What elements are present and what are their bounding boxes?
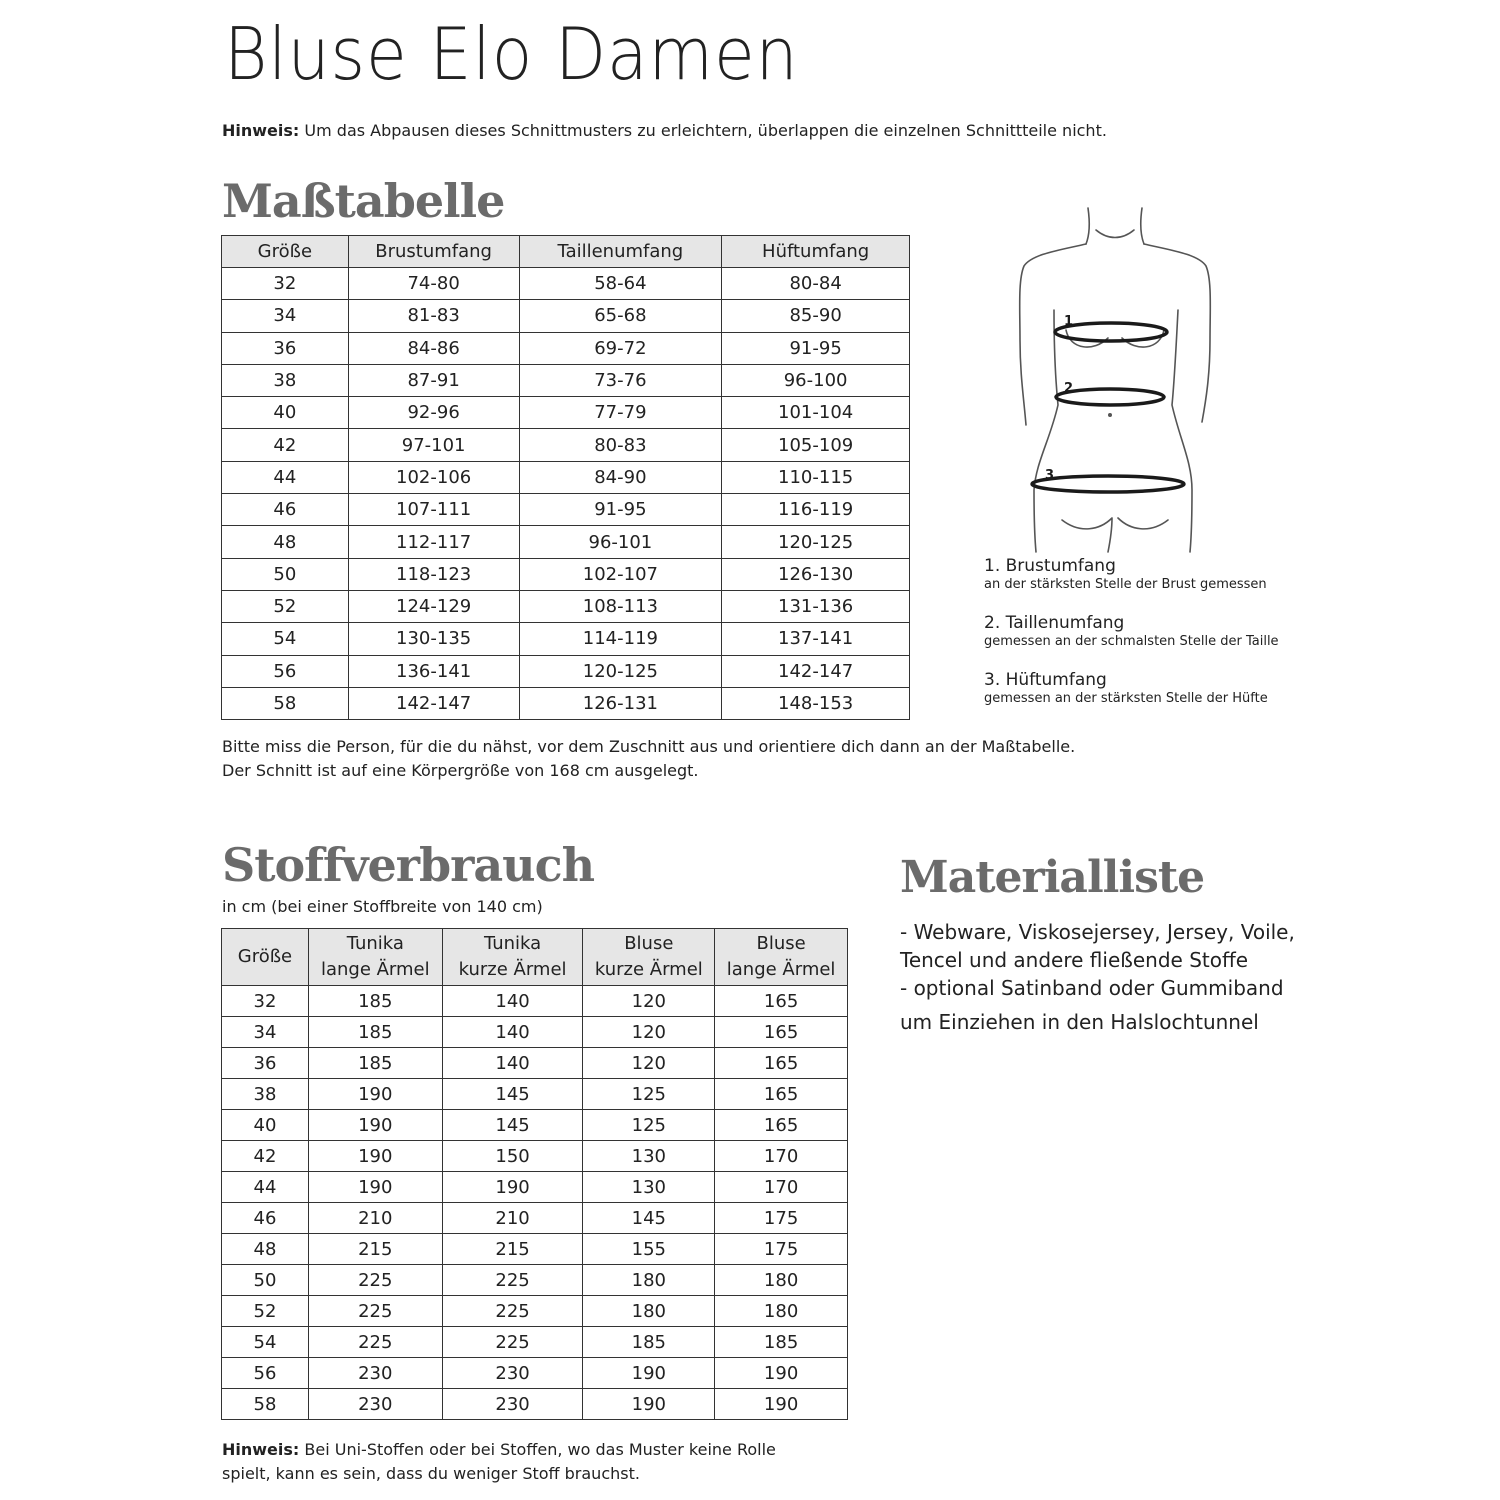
table-cell: 131-136 [722, 590, 910, 622]
table-cell: 230 [308, 1389, 442, 1420]
table-cell: 215 [442, 1234, 583, 1265]
table-cell: 145 [583, 1203, 715, 1234]
table-cell: 54 [222, 623, 349, 655]
table-cell: 50 [222, 558, 349, 590]
legend-bust-desc: an der stärksten Stelle der Brust gemessen [984, 577, 1267, 592]
size-table-row [222, 268, 910, 300]
bust-marker: 1 [1064, 314, 1074, 329]
table-cell: 130 [583, 1172, 715, 1203]
table-cell: 145 [442, 1079, 583, 1110]
table-cell: 142-147 [348, 687, 519, 719]
table-cell: 40 [222, 397, 349, 429]
size-table-header-line: Größe [257, 241, 313, 262]
size-table-row [222, 429, 910, 461]
table-cell: 58 [222, 1389, 309, 1420]
table-cell: 52 [222, 1296, 309, 1327]
table-cell: 170 [715, 1172, 848, 1203]
fabric-table-row [222, 1172, 848, 1203]
size-table-row [222, 558, 910, 590]
table-cell: 80-84 [722, 268, 910, 300]
table-cell: 118-123 [348, 558, 519, 590]
table-cell: 165 [715, 1048, 848, 1079]
legend-waist-title: 2. Taillenumfang [984, 613, 1125, 633]
table-cell: 190 [308, 1172, 442, 1203]
table-cell: 175 [715, 1203, 848, 1234]
table-cell: 190 [308, 1110, 442, 1141]
fabric-table-header-line: kurze Ärmel [594, 959, 703, 980]
figure-chin [1096, 230, 1134, 238]
fabric-table-row [222, 1048, 848, 1079]
table-cell: 84-86 [348, 332, 519, 364]
table-cell: 185 [583, 1327, 715, 1358]
body-measurement-figure [990, 200, 1240, 555]
table-cell: 116-119 [722, 494, 910, 526]
table-cell: 73-76 [519, 364, 722, 396]
fabric-table-heading: Stoffverbrauch [222, 838, 595, 892]
materials-heading: Materialliste [900, 852, 1205, 903]
figure-leg-left [1062, 518, 1112, 552]
table-cell: 56 [222, 655, 349, 687]
size-table-note-line1: Bitte miss die Person, für die du nähst, vor dem Zuschnitt aus und orientiere dich dann an der Maßtabelle. [222, 737, 1076, 756]
fabric-table-header-line: Bluse [624, 933, 674, 954]
table-cell: 165 [715, 986, 848, 1017]
materials-line: um Einziehen in den Halslochtunnel [900, 1010, 1259, 1034]
table-cell: 165 [715, 1110, 848, 1141]
fabric-table [221, 928, 848, 1420]
table-cell: 36 [222, 1048, 309, 1079]
table-cell: 38 [222, 1079, 309, 1110]
size-table-header-line: Brustumfang [375, 241, 492, 262]
fabric-table-row [222, 1110, 848, 1141]
fabric-table-row [222, 1389, 848, 1420]
table-cell: 102-106 [348, 461, 519, 493]
fabric-table-header-line: kurze Ärmel [458, 959, 567, 980]
table-cell: 180 [583, 1265, 715, 1296]
table-cell: 225 [442, 1327, 583, 1358]
materials-line: - Webware, Viskosejersey, Jersey, Voile, [900, 920, 1295, 944]
figure-navel [1108, 413, 1112, 417]
table-cell: 52 [222, 590, 349, 622]
table-cell: 165 [715, 1079, 848, 1110]
table-cell: 120 [583, 986, 715, 1017]
figure-right-side [1172, 310, 1192, 552]
table-cell: 137-141 [722, 623, 910, 655]
table-cell: 190 [308, 1141, 442, 1172]
size-table-header-3 [722, 236, 910, 268]
top-note [222, 121, 1107, 140]
size-table-row [222, 461, 910, 493]
fabric-table-row [222, 1234, 848, 1265]
table-cell: 65-68 [519, 300, 722, 332]
bottom-note-label: Hinweis: [222, 1440, 300, 1459]
table-cell: 230 [442, 1358, 583, 1389]
figure-neck-right [1141, 208, 1144, 244]
size-table-body [222, 268, 910, 720]
table-cell: 215 [308, 1234, 442, 1265]
table-cell: 58-64 [519, 268, 722, 300]
table-cell: 180 [715, 1265, 848, 1296]
table-cell: 124-129 [348, 590, 519, 622]
table-cell: 225 [308, 1296, 442, 1327]
size-table-row [222, 300, 910, 332]
table-cell: 102-107 [519, 558, 722, 590]
table-cell: 190 [583, 1389, 715, 1420]
fabric-table-header-4 [715, 929, 848, 986]
table-cell: 105-109 [722, 429, 910, 461]
bottom-note [222, 1438, 822, 1486]
table-cell: 155 [583, 1234, 715, 1265]
table-cell: 96-101 [519, 526, 722, 558]
figure-neck [1086, 208, 1089, 244]
legend-waist-desc: gemessen an der schmalsten Stelle der Taille [984, 634, 1279, 649]
waist-marker: 2 [1064, 381, 1074, 396]
table-cell: 110-115 [722, 461, 910, 493]
table-cell: 136-141 [348, 655, 519, 687]
table-cell: 108-113 [519, 590, 722, 622]
fabric-table-header-3 [583, 929, 715, 986]
table-cell: 190 [442, 1172, 583, 1203]
table-cell: 190 [715, 1358, 848, 1389]
table-cell: 84-90 [519, 461, 722, 493]
size-table-row [222, 397, 910, 429]
fabric-table-subheading: in cm (bei einer Stoffbreite von 140 cm) [222, 897, 543, 916]
table-cell: 170 [715, 1141, 848, 1172]
fabric-table-header-line: Tunika [346, 933, 404, 954]
size-table-header-1 [348, 236, 519, 268]
legend-waist [984, 613, 1279, 649]
table-cell: 46 [222, 494, 349, 526]
fabric-table-row [222, 1327, 848, 1358]
table-cell: 77-79 [519, 397, 722, 429]
table-cell: 125 [583, 1079, 715, 1110]
fabric-table-row [222, 1358, 848, 1389]
materials-line: - optional Satinband oder Gummiband [900, 976, 1284, 1000]
legend-hip-title: 3. Hüftumfang [984, 670, 1107, 690]
fabric-table-row [222, 1017, 848, 1048]
legend-hip-desc: gemessen an der stärksten Stelle der Hüfte [984, 691, 1268, 706]
fabric-table-header-line: Größe [237, 946, 293, 967]
table-cell: 34 [222, 1017, 309, 1048]
size-table-note [222, 735, 1075, 783]
table-cell: 130-135 [348, 623, 519, 655]
table-cell: 48 [222, 526, 349, 558]
table-cell: 210 [442, 1203, 583, 1234]
table-cell: 120-125 [519, 655, 722, 687]
table-cell: 96-100 [722, 364, 910, 396]
table-cell: 140 [442, 986, 583, 1017]
table-cell: 114-119 [519, 623, 722, 655]
table-cell: 185 [308, 1048, 442, 1079]
table-cell: 185 [715, 1327, 848, 1358]
table-cell: 92-96 [348, 397, 519, 429]
table-cell: 81-83 [348, 300, 519, 332]
table-cell: 85-90 [722, 300, 910, 332]
table-cell: 44 [222, 461, 349, 493]
table-cell: 48 [222, 1234, 309, 1265]
table-cell: 107-111 [348, 494, 519, 526]
fabric-table-body [222, 986, 848, 1420]
hip-measure-line [1032, 476, 1184, 492]
size-table-header-2 [519, 236, 722, 268]
figure-left-shoulder [1020, 244, 1086, 425]
fabric-table-row [222, 1079, 848, 1110]
size-table-header-line: Hüftumfang [762, 241, 870, 262]
size-table-heading: Maßtabelle [222, 174, 505, 228]
legend-bust [984, 556, 1267, 592]
table-cell: 120-125 [722, 526, 910, 558]
fabric-table-header-1 [308, 929, 442, 986]
table-cell: 42 [222, 1141, 309, 1172]
size-table-row [222, 364, 910, 396]
table-cell: 126-131 [519, 687, 722, 719]
materials-list [900, 918, 1320, 1036]
size-table-row [222, 526, 910, 558]
size-table-header-0 [222, 236, 349, 268]
table-cell: 225 [308, 1327, 442, 1358]
table-cell: 180 [715, 1296, 848, 1327]
table-cell: 40 [222, 1110, 309, 1141]
hip-marker: 3 [1045, 468, 1055, 483]
materials-line: Tencel und andere fließende Stoffe [900, 948, 1249, 972]
table-cell: 112-117 [348, 526, 519, 558]
table-cell: 36 [222, 332, 349, 364]
table-cell: 142-147 [722, 655, 910, 687]
figure-leg-right [1118, 518, 1168, 529]
size-table-row [222, 494, 910, 526]
table-cell: 46 [222, 1203, 309, 1234]
table-cell: 185 [308, 986, 442, 1017]
table-cell: 145 [442, 1110, 583, 1141]
table-cell: 101-104 [722, 397, 910, 429]
fabric-table-header-line: Bluse [756, 933, 806, 954]
table-cell: 42 [222, 429, 349, 461]
table-cell: 56 [222, 1358, 309, 1389]
table-cell: 225 [442, 1296, 583, 1327]
fabric-table-header-0 [222, 929, 309, 986]
table-cell: 225 [442, 1265, 583, 1296]
table-cell: 80-83 [519, 429, 722, 461]
legend-bust-title: 1. Brustumfang [984, 556, 1116, 576]
table-cell: 230 [442, 1389, 583, 1420]
table-cell: 44 [222, 1172, 309, 1203]
size-table [221, 235, 910, 720]
table-cell: 58 [222, 687, 349, 719]
table-cell: 190 [308, 1079, 442, 1110]
table-cell: 225 [308, 1265, 442, 1296]
page-title: Bluse Elo Damen [224, 12, 799, 96]
table-cell: 91-95 [519, 494, 722, 526]
table-cell: 32 [222, 268, 349, 300]
fabric-table-header-line: lange Ärmel [320, 959, 430, 980]
table-cell: 38 [222, 364, 349, 396]
fabric-table-header-2 [442, 929, 583, 986]
table-cell: 32 [222, 986, 309, 1017]
table-cell: 91-95 [722, 332, 910, 364]
bottom-note-line1: Bei Uni-Stoffen oder bei Stoffen, wo das Muster keine Rolle [299, 1440, 776, 1459]
size-table-row [222, 332, 910, 364]
legend-hip [984, 670, 1268, 706]
table-cell: 150 [442, 1141, 583, 1172]
fabric-table-row [222, 1141, 848, 1172]
table-cell: 140 [442, 1048, 583, 1079]
fabric-table-row [222, 1265, 848, 1296]
table-cell: 130 [583, 1141, 715, 1172]
fabric-table-header-line: Tunika [483, 933, 542, 954]
fabric-table-row [222, 986, 848, 1017]
fabric-table-header-row [222, 929, 848, 986]
table-cell: 148-153 [722, 687, 910, 719]
table-cell: 34 [222, 300, 349, 332]
table-cell: 165 [715, 1017, 848, 1048]
bottom-note-line2: spielt, kann es sein, dass du weniger Stoff brauchst. [222, 1464, 640, 1483]
table-cell: 190 [583, 1358, 715, 1389]
table-cell: 87-91 [348, 364, 519, 396]
size-table-row [222, 623, 910, 655]
table-cell: 69-72 [519, 332, 722, 364]
size-table-row [222, 655, 910, 687]
table-cell: 210 [308, 1203, 442, 1234]
fabric-table-row [222, 1296, 848, 1327]
table-cell: 120 [583, 1017, 715, 1048]
table-cell: 125 [583, 1110, 715, 1141]
table-cell: 97-101 [348, 429, 519, 461]
size-table-row [222, 687, 910, 719]
fabric-table-row [222, 1203, 848, 1234]
table-cell: 126-130 [722, 558, 910, 590]
size-table-row [222, 590, 910, 622]
table-cell: 185 [308, 1017, 442, 1048]
table-cell: 180 [583, 1296, 715, 1327]
size-table-header-row [222, 236, 910, 268]
top-note-text: Um das Abpausen dieses Schnittmusters zu erleichtern, überlappen die einzelnen Schnittteile nicht. [299, 121, 1107, 140]
table-cell: 190 [715, 1389, 848, 1420]
table-cell: 140 [442, 1017, 583, 1048]
size-table-note-line2: Der Schnitt ist auf eine Körpergröße von 168 cm ausgelegt. [222, 761, 699, 780]
figure-left-side [1034, 310, 1058, 552]
table-cell: 175 [715, 1234, 848, 1265]
size-table-header-line: Taillenumfang [557, 241, 684, 262]
table-cell: 120 [583, 1048, 715, 1079]
table-cell: 230 [308, 1358, 442, 1389]
table-cell: 74-80 [348, 268, 519, 300]
table-cell: 54 [222, 1327, 309, 1358]
table-cell: 50 [222, 1265, 309, 1296]
fabric-table-header-line: lange Ärmel [726, 959, 836, 980]
top-note-label: Hinweis: [222, 121, 300, 140]
